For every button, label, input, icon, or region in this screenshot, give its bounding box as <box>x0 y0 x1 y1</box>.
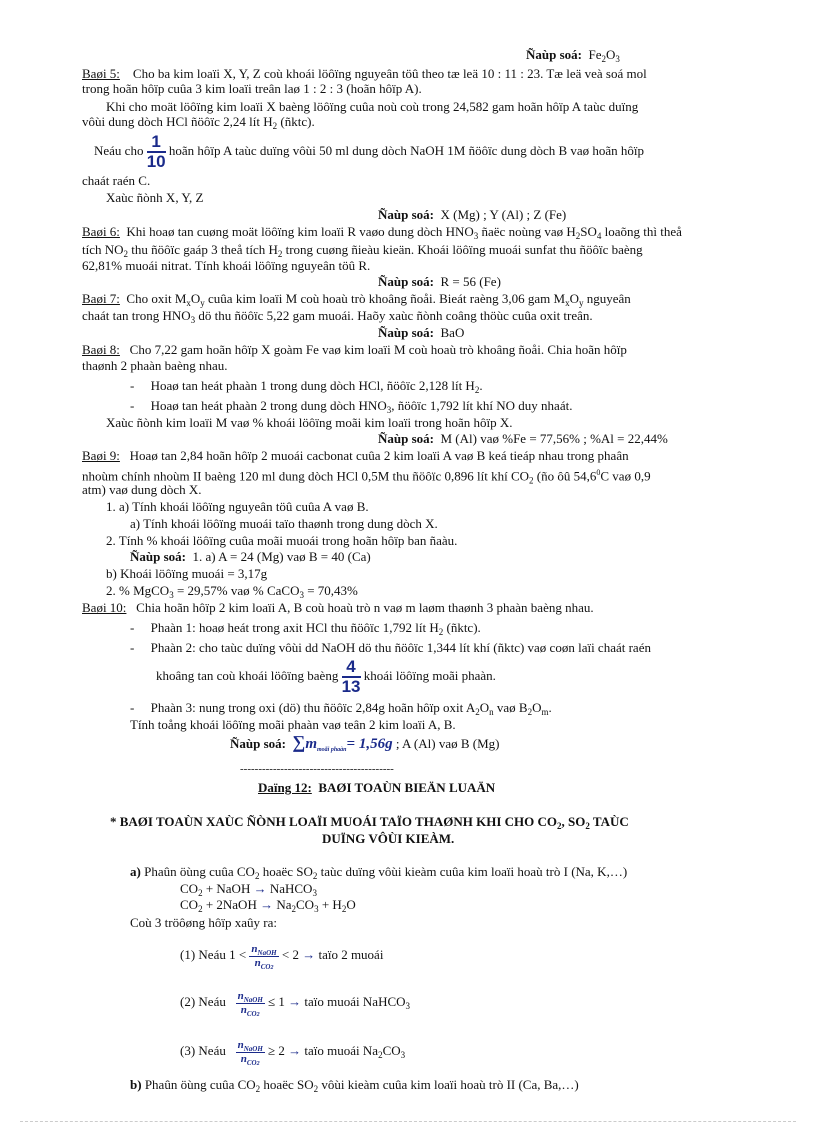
bai10-bullet2-cont: khoâng tan coù khoái löôïng baèng $\frac{4}{13}$ khoái löôïng moãi phaàn. <box>156 657 496 697</box>
bai6-line3: 62,81% muoái nitrat. Tính khoái löôïng nguyeân töû R. <box>82 258 371 273</box>
bai9-line3: atm) vaø dung dòch X. <box>82 482 202 497</box>
fraction-1-10: $\frac{1}{10}$ <box>146 132 166 171</box>
subsection-heading-2: DUÏNG VÔÙI KIEÀM. <box>322 831 455 846</box>
bai9-item1a: a) Tính khoái löôïng muoái taïo thaønh trong dung dòch X. <box>130 516 438 531</box>
bai9-answer: Ñaùp soá: 1. a) A = 24 (Mg) vaø B = 40 (Ca) <box>130 549 371 564</box>
bai7-line1: Baøi 7: Cho oxit $M_xO_y$ cuûa kim loaïi M coù hoaù trò khoâng ñoåi. Bieát raèng 3,06 gam $M_xO_y$ nguyeân <box>82 291 631 308</box>
cases-intro: Coù 3 tröôøng hôïp xaûy ra: <box>130 915 277 930</box>
fraction-4-13: $\frac{4}{13}$ <box>341 657 361 697</box>
equation-2: $CO_2$ + 2NaOH → $Na_2CO_3 + H_2O$ <box>180 897 356 914</box>
case-1: (1) Neáu 1 < $\frac{n_{NaOH}}{n_{CO2}}$ < 2 → taïo 2 muoái <box>180 942 384 971</box>
section-heading: Daïng 12: BAØI TOAÙN BIEÄN LUAÄN <box>258 780 496 795</box>
ratio-fraction: $\frac{n_{NaOH}}{n_{CO2}}$ <box>237 1038 263 1067</box>
bai10-answer: Ñaùp soá: $\sum m_{moãi phaàn}= 1,56g$ ; A (Al) vaø B (Mg) <box>230 732 500 753</box>
bai10-bullet1: - Phaàn 1: hoaø heát trong axit HCl thu ñöôïc 1,792 lít $H_2$ (ñktc). <box>130 620 481 637</box>
bai10-bullet2: - Phaàn 2: cho taùc duïng vôùi dd NaOH dö thu ñöôïc 1,344 lít khí (ñktc) vaø coøn laïi chaát raén <box>130 640 651 655</box>
case-3: (3) Neáu $\frac{n_{NaOH}}{n_{CO2}}$ ≥ 2 → taïo muoái $Na_2CO_3$ <box>180 1038 406 1067</box>
bai5-line2: trong hoãn hôïp cuûa 3 kim loaïi treân laø 1 : 2 : 3 (hoãn hôïp A). <box>82 81 422 96</box>
bai9-answer-2: 2. % MgCO$_3$ = 29,57% vaø % CaCO$_3$ = 70,43% <box>106 583 358 600</box>
bai8-line1: Baøi 8: Cho 7,22 gam hoãn hôïp X goàm Fe vaø kim loaïi M coù hoaù trò khoâng ñoåi. Chia hoãn hôïp <box>82 342 627 357</box>
bai5-line1: Baøi 5: Cho ba kim loaïi X, Y, Z coù khoái löôïng nguyeân töû theo tæ leä 10 : 11 : 23. Tæ leä veà soá mol <box>82 66 647 81</box>
bai6-line1: Baøi 6: Khi hoaø tan cuøng moät löôïng kim loaïi R vaøo dung dòch $HNO_3$ ñaëc noùng vaø $H_2SO_4$ loaõng thì theå <box>82 224 682 241</box>
bai5-line7: Xaùc ñònh X, Y, Z <box>106 190 204 205</box>
bai5-answer: Ñaùp soá: X (Mg) ; Y (Al) ; Z (Fe) <box>378 207 567 222</box>
bai6-line2: tích $NO_2$ thu ñöôïc gaáp 3 theå tích $H_2$ trong cuøng ñieàu kieän. Khoái löôïng muoái sunfat thu ñöôïc baèng <box>82 242 643 259</box>
bai7-line2: chaát tan trong $HNO_3$ dö thu ñöôïc 5,22 gam muoái. Haõy xaùc ñònh coâng thöùc cuûa oxit treân. <box>82 308 593 325</box>
bai6-answer: Ñaùp soá: R = 56 (Fe) <box>378 274 501 289</box>
bai10-line5: Tính toång khoái löôïng moãi phaàn vaø teân 2 kim loaïi A, B. <box>130 717 456 732</box>
bai5-title: Baøi 5: <box>82 66 120 81</box>
part-a-intro: a) Phaûn öùng cuûa $CO_2$ hoaëc $SO_2$ taùc duïng vôùi kieàm cuûa kim loaïi hoaù trò I (Na, K,…) <box>130 864 628 881</box>
bai9-answer-b: b) Khoái löôïng muoái = 3,17g <box>106 566 268 581</box>
bai8-bullet2: - Hoaø tan heát phaàn 2 trong dung dòch $HNO_3$, ñöôïc 1,792 lít khí NO duy nhaát. <box>130 398 573 415</box>
case-2: (2) Neáu $\frac{n_{NaOH}}{n_{CO2}}$ ≤ 1 → taïo muoái NaHCO$_3$ <box>180 989 411 1018</box>
bai8-line2: thaønh 2 phaàn baèng nhau. <box>82 358 228 373</box>
bai5-line4: vôùi dung dòch HCl ñöôïc 2,24 lít $H_2$ (ñktc). <box>82 114 315 131</box>
bai9-line2: nhoùm chính nhoùm II baèng 120 ml dung dòch HCl 0,5M thu ñöôïc 0,896 lít khí $CO_2$ (ño ôû 54,6$^0$C vaø 0,9 <box>82 468 651 486</box>
bai8-answer: Ñaùp soá: M (Al) vaø %Fe = 77,56% ; %Al = 22,44% <box>378 431 668 446</box>
bai5-line5: Neáu cho $\frac{1}{10}$ hoãn hôïp A taùc duïng vôùi 50 ml dung dòch NaOH 1M ñöôïc dung dòch B vaø hoãn hôïp <box>94 132 645 171</box>
page-bottom-border <box>20 1121 796 1122</box>
answer-fe2o3: Ñaùp soá: $Fe_2O_3$ <box>526 47 620 64</box>
bai9-item1: 1. a) Tính khoái löôïng nguyeân töû cuûa A vaø B. <box>106 499 369 514</box>
separator: ------------------------------------------ <box>240 763 394 775</box>
bai8-bullet1: - Hoaø tan heát phaàn 1 trong dung dòch HCl, ñöôïc 2,128 lít $H_2$. <box>130 378 483 395</box>
bai8-line3: Xaùc ñònh kim loaïi M vaø % khoái löôïng moãi kim loaïi trong hoãn hôïp X. <box>106 415 513 430</box>
bai5-line3: Khi cho moät löôïng kim loaïi X baèng löôïng cuûa noù coù trong 24,582 gam hoãn hôïp A taùc duïng <box>106 99 639 114</box>
ratio-fraction: $\frac{n_{NaOH}}{n_{CO2}}$ <box>237 989 263 1018</box>
bai7-answer: Ñaùp soá: BaO <box>378 325 465 340</box>
equation-1: $CO_2$ + NaOH → NaHCO$_3$ <box>180 881 317 898</box>
bai5-line6: chaát raén C. <box>82 173 151 188</box>
part-b-intro: b) Phaûn öùng cuûa $CO_2$ hoaëc $SO_2$ vôùi kieàm cuûa kim loaïi hoaù trò II (Ca, Ba,…) <box>130 1077 579 1094</box>
bai10-bullet3: - Phaàn 3: nung trong oxi (dö) thu ñöôïc 2,84g hoãn hôïp oxit $A_2O_n$ vaø $B_2O_m$. <box>130 700 552 717</box>
subsection-heading-1: * BAØI TOAÙN XAÙC ÑÒNH LOAÏI MUOÁI TAÏO THAØNH KHI CHO $CO_2$, $SO_2$ TAÙC <box>110 814 629 831</box>
bai9-item2: 2. Tính % khoái löôïng cuûa moãi muoái trong hoãn hôïp ban ñaàu. <box>106 533 458 548</box>
ratio-fraction: $\frac{n_{NaOH}}{n_{CO2}}$ <box>251 942 277 971</box>
bai10-line1: Baøi 10: Chia hoãn hôïp 2 kim loaïi A, B coù hoaù trò n vaø m laøm thaønh 3 phaàn baèng nhau. <box>82 600 594 615</box>
bai9-line1: Baøi 9: Hoaø tan 2,84 hoãn hôïp 2 muoái cacbonat cuûa 2 kim loaïi A vaø B keá tieáp nhau trong phaân <box>82 448 629 463</box>
